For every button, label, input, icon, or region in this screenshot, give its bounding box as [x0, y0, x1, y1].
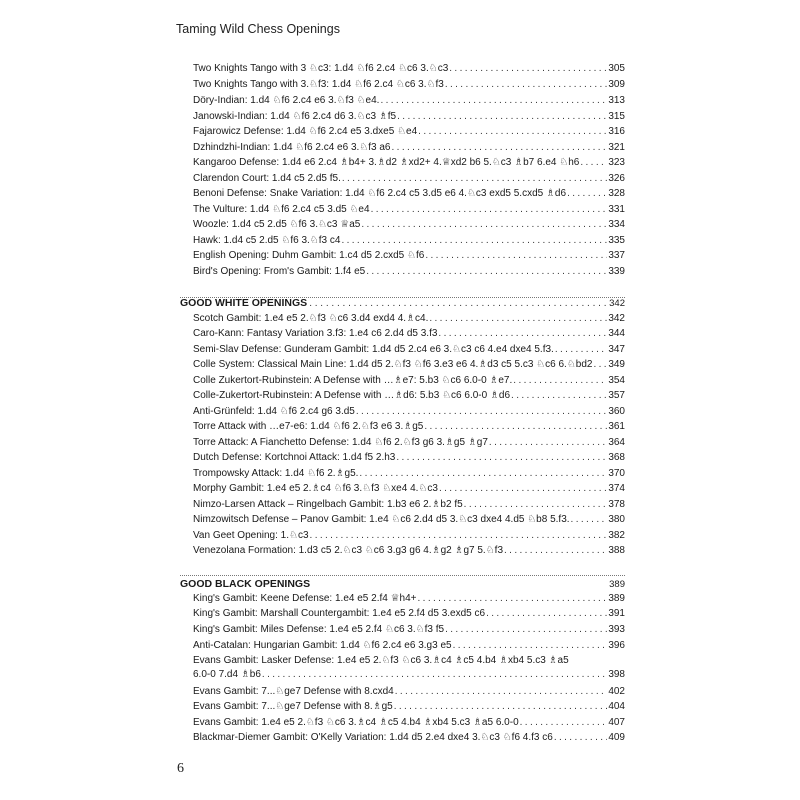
dot-leader	[397, 109, 607, 125]
dot-leader	[504, 543, 607, 559]
entry-title: English Opening: Duhm Gambit: 1.c4 d5 2.cxd5 ♘f6	[193, 250, 425, 261]
toc-entry[interactable]	[193, 497, 625, 513]
entry-page: 402	[608, 686, 625, 697]
entry-page: 342	[608, 313, 625, 324]
dot-leader	[464, 497, 608, 513]
toc-entry[interactable]	[193, 481, 625, 497]
entry-page: 305	[608, 63, 625, 74]
dot-leader	[310, 528, 608, 544]
entry-title: Van Geet Opening: 1.♘c3	[193, 530, 309, 541]
toc-entry[interactable]	[193, 373, 625, 389]
entry-title: Morphy Gambit: 1.e4 e5 2.♗c4 ♘f6 3.♘f3 ♘xe4 4.♘c3	[193, 483, 438, 494]
dot-leader	[445, 77, 608, 93]
entry-page: 323	[608, 157, 625, 168]
entry-page: 326	[608, 173, 625, 184]
entry-page: 361	[608, 421, 625, 432]
entry-title: Hawk: 1.d4 c5 2.d5 ♘f6 3.♘f3 c4	[193, 235, 341, 246]
toc-entry[interactable]	[193, 543, 625, 559]
entry-title: Two Knights Tango with 3 ♘c3: 1.d4 ♘f6 2.c4 ♘c6 3.♘c3	[193, 63, 449, 74]
entry-title: Clarendon Court: 1.d4 c5 2.d5 f5.	[193, 173, 341, 184]
entry-title: Bird's Opening: From's Gambit: 1.f4 e5	[193, 266, 366, 277]
toc-entry[interactable]	[193, 466, 625, 482]
entry-page: 404	[608, 701, 625, 712]
entry-page: 331	[608, 204, 625, 215]
toc-entry[interactable]	[193, 388, 625, 404]
toc-entry[interactable]	[193, 217, 625, 233]
running-head: Taming Wild Chess Openings	[176, 22, 340, 36]
dot-leader	[555, 342, 607, 358]
dot-leader	[439, 481, 607, 497]
section-rule	[180, 297, 625, 298]
toc-entry[interactable]	[193, 450, 625, 466]
toc-entry[interactable]	[193, 248, 625, 264]
dot-leader	[445, 622, 607, 638]
toc-entry[interactable]	[193, 93, 625, 109]
entry-title: Trompowsky Attack: 1.d4 ♘f6 2.♗g5.	[193, 468, 359, 479]
dot-leader	[366, 264, 607, 280]
section-rule	[180, 575, 625, 576]
entry-page: 349	[608, 359, 625, 370]
entry-page: 398	[608, 669, 625, 680]
entry-title: Colle System: Classical Main Line: 1.d4 d5 2.♘f3 ♘f6 3.e3 e6 4.♗d3 c5 5.c3 ♘c6 6.♘bd2	[193, 359, 593, 370]
dot-leader	[486, 606, 607, 622]
entry-page: 368	[608, 452, 625, 463]
toc-entry[interactable]	[193, 512, 625, 528]
toc-entry[interactable]	[193, 326, 625, 342]
entry-page: 396	[608, 640, 625, 651]
entry-title: Nimzo-Larsen Attack – Ringelbach Gambit: 1.b3 e6 2.♗b2 f5	[193, 499, 463, 510]
toc-entry[interactable]	[193, 61, 625, 77]
dot-leader	[341, 233, 607, 249]
page-number: 6	[177, 761, 184, 776]
dot-leader	[429, 311, 607, 327]
entry-title: Torre Attack with …e7-e6: 1.d4 ♘f6 2.♘f3 e6 3.♗g5	[193, 421, 424, 432]
entry-page: 378	[608, 499, 625, 510]
dot-leader	[380, 93, 607, 109]
dot-leader	[593, 357, 607, 373]
entry-page: 309	[608, 79, 625, 90]
entry-title: Semi-Slav Defense: Gunderam Gambit: 1.d4 d5 2.c4 e6 3.♘c3 c6 4.e4 dxe4 5.f3.	[193, 344, 554, 355]
dot-leader	[394, 699, 608, 715]
toc-entry[interactable]	[193, 171, 625, 187]
section-title: GOOD WHITE OPENINGS	[180, 297, 308, 309]
entry-title: 6.0-0 7.d4 ♗b6	[193, 669, 261, 680]
entry-page: 360	[608, 406, 625, 417]
entry-title: Nimzowitsch Defense – Panov Gambit: 1.e4 ♘c6 2.d4 d5 3.♘c3 dxe4 4.d5 ♘b8 5.f3.	[193, 514, 570, 525]
toc-entry[interactable]	[193, 638, 625, 654]
entry-title: Benoni Defense: Snake Variation: 1.d4 ♘f6 2.c4 c5 3.d5 e6 4.♘c3 exd5 5.cxd5 ♗d6	[193, 188, 567, 199]
entry-page: 357	[608, 390, 625, 401]
entry-page: 364	[608, 437, 625, 448]
entry-title: Dutch Defense: Kortchnoi Attack: 1.d4 f5 2.h3	[193, 452, 396, 463]
entry-title: King's Gambit: Miles Defense: 1.e4 e5 2.f4 ♘c6 3.♘f3 f5	[193, 624, 445, 635]
toc-entry[interactable]	[193, 124, 625, 140]
entry-page: 315	[608, 111, 625, 122]
dot-leader	[371, 202, 608, 218]
toc-entry[interactable]	[193, 606, 625, 622]
entry-title: Colle Zukertort-Rubinstein: A Defense with …♗e7: 5.b3 ♘c6 6.0-0 ♗e7.	[193, 375, 513, 386]
section-page: 342	[609, 298, 625, 309]
entry-page: 393	[608, 624, 625, 635]
toc-entry[interactable]	[193, 684, 625, 700]
entry-page: 391	[608, 608, 625, 619]
entry-title: King's Gambit: Marshall Countergambit: 1.e4 e5 2.f4 d5 3.exd5 c6	[193, 608, 486, 619]
dot-leader	[513, 373, 607, 389]
entry-page: 328	[608, 188, 625, 199]
entry-page: 337	[608, 250, 625, 261]
entry-title: Döry-Indian: 1.d4 ♘f6 2.c4 e6 3.♘f3 ♘e4.	[193, 95, 380, 106]
dot-leader	[489, 435, 607, 451]
entry-page: 334	[608, 219, 625, 230]
entry-page: 354	[608, 375, 625, 386]
entry-title: The Vulture: 1.d4 ♘f6 2.c4 c5 3.d5 ♘e4	[193, 204, 370, 215]
entry-page: 382	[608, 530, 625, 541]
toc-entry[interactable]	[193, 715, 625, 731]
dot-leader	[453, 638, 608, 654]
entry-page: 374	[608, 483, 625, 494]
entry-page: 335	[608, 235, 625, 246]
dot-leader	[571, 512, 608, 528]
entry-title: Fajarowicz Defense: 1.d4 ♘f6 2.c4 e5 3.dxe5 ♘e4	[193, 126, 418, 137]
entry-title: Anti-Grünfeld: 1.d4 ♘f6 2.c4 g6 3.d5	[193, 406, 355, 417]
entry-title: King's Gambit: Keene Defense: 1.e4 e5 2.f4 ♕h4+	[193, 593, 417, 604]
entry-title: Evans Gambit: 7...♘ge7 Defense with 8.♗g5	[193, 701, 393, 712]
toc-entry[interactable]	[193, 155, 625, 171]
toc-entry[interactable]	[193, 357, 625, 373]
toc-entry[interactable]	[193, 591, 625, 607]
dot-leader	[520, 715, 608, 731]
dot-leader	[342, 171, 607, 187]
section-title: GOOD BLACK OPENINGS	[180, 578, 311, 590]
toc-entry[interactable]	[193, 311, 625, 327]
entry-title: Caro-Kann: Fantasy Variation 3.f3: 1.e4 c6 2.d4 d5 3.f3	[193, 328, 438, 339]
entry-page: 313	[608, 95, 625, 106]
dot-leader	[554, 730, 607, 746]
entry-page: 321	[608, 142, 625, 153]
entry-title: Colle-Zukertort-Rubinstein: A Defense with …♗d6: 5.b3 ♘c6 6.0-0 ♗d6	[193, 390, 511, 401]
entry-title: Evans Gambit: 1.e4 e5 2.♘f3 ♘c6 3.♗c4 ♗c5 4.b4 ♗xb4 5.c3 ♗a5 6.0-0	[193, 717, 519, 728]
entry-page: 370	[608, 468, 625, 479]
entry-page: 347	[608, 344, 625, 355]
dot-leader	[567, 186, 607, 202]
entry-title: Evans Gambit: Lasker Defense: 1.e4 e5 2.♘f3 ♘c6 3.♗c4 ♗c5 4.b4 ♗xb4 5.c3 ♗a5	[193, 655, 569, 666]
entry-page: 407	[608, 717, 625, 728]
dot-leader	[262, 668, 607, 682]
entry-page: 339	[608, 266, 625, 277]
toc-entry[interactable]	[193, 264, 625, 280]
dot-leader	[361, 217, 607, 233]
dot-leader	[424, 419, 607, 435]
toc-entry[interactable]	[193, 404, 625, 420]
toc-entry[interactable]	[193, 342, 625, 358]
section-heading-black[interactable]	[180, 576, 625, 592]
toc-entry[interactable]	[193, 202, 625, 218]
dot-leader	[438, 326, 607, 342]
dot-leader	[418, 124, 607, 140]
toc-entry[interactable]	[193, 622, 625, 638]
entry-title: Evans Gambit: 7...♘ge7 Defense with 8.cxd4	[193, 686, 394, 697]
section-page: 389	[609, 579, 625, 590]
entry-title: Scotch Gambit: 1.e4 e5 2.♘f3 ♘c6 3.d4 exd4 4.♗c4.	[193, 313, 429, 324]
entry-title: Dzhindzhi-Indian: 1.d4 ♘f6 2.c4 e6 3.♘f3 a6	[193, 142, 391, 153]
entry-page: 316	[608, 126, 625, 137]
entry-title: Kangaroo Defense: 1.d4 e6 2.c4 ♗b4+ 3.♗d2 ♗xd2+ 4.♕xd2 b6 5.♘c3 ♗b7 6.e4 ♘h6	[193, 157, 580, 168]
dot-leader	[418, 591, 608, 607]
dot-leader	[392, 140, 608, 156]
entry-page: 388	[608, 545, 625, 556]
dot-leader	[425, 248, 607, 264]
entry-page: 344	[608, 328, 625, 339]
toc-entry[interactable]	[193, 528, 625, 544]
toc-entry[interactable]	[193, 730, 625, 746]
toc-entry[interactable]	[193, 699, 625, 715]
entry-page: 389	[608, 593, 625, 604]
dot-leader	[395, 684, 608, 700]
entry-title: Woozle: 1.d4 c5 2.d5 ♘f6 3.♘c3 ♕a5	[193, 219, 361, 230]
entry-title: Anti-Catalan: Hungarian Gambit: 1.d4 ♘f6 2.c4 e6 3.g3 e5	[193, 640, 452, 651]
toc-entry[interactable]	[193, 186, 625, 202]
entry-title: Janowski-Indian: 1.d4 ♘f6 2.c4 d6 3.♘c3 ♗f5	[193, 111, 397, 122]
dot-leader	[309, 296, 607, 312]
toc-entry-continuation[interactable]	[193, 668, 625, 682]
entry-title: Blackmar-Diemer Gambit: O'Kelly Variation: 1.d4 d5 2.e4 dxe4 3.♘c3 ♘f6 4.f3 c6	[193, 732, 553, 743]
dot-leader	[356, 404, 607, 420]
entry-page: 409	[608, 732, 625, 743]
dot-leader	[580, 155, 607, 171]
entry-title: Two Knights Tango with 3.♘f3: 1.d4 ♘f6 2.c4 ♘c6 3.♘f3	[193, 79, 444, 90]
toc-entry[interactable]	[193, 435, 625, 451]
toc-entry[interactable]	[193, 77, 625, 93]
toc-entry[interactable]	[193, 109, 625, 125]
dot-leader	[511, 388, 607, 404]
entry-title: Venezolana Formation: 1.d3 c5 2.♘c3 ♘c6 3.g3 g6 4.♗g2 ♗g7 5.♘f3	[193, 545, 504, 556]
entry-page: 380	[608, 514, 625, 525]
entry-title: Torre Attack: A Fianchetto Defense: 1.d4 ♘f6 2.♘f3 g6 3.♗g5 ♗g7	[193, 437, 488, 448]
dot-leader	[359, 466, 607, 482]
toc-entry[interactable]	[193, 140, 625, 156]
toc-entry[interactable]	[193, 233, 625, 249]
toc-entry[interactable]	[193, 419, 625, 435]
dot-leader	[396, 450, 607, 466]
toc-entry[interactable]	[193, 654, 625, 668]
dot-leader	[449, 61, 607, 77]
